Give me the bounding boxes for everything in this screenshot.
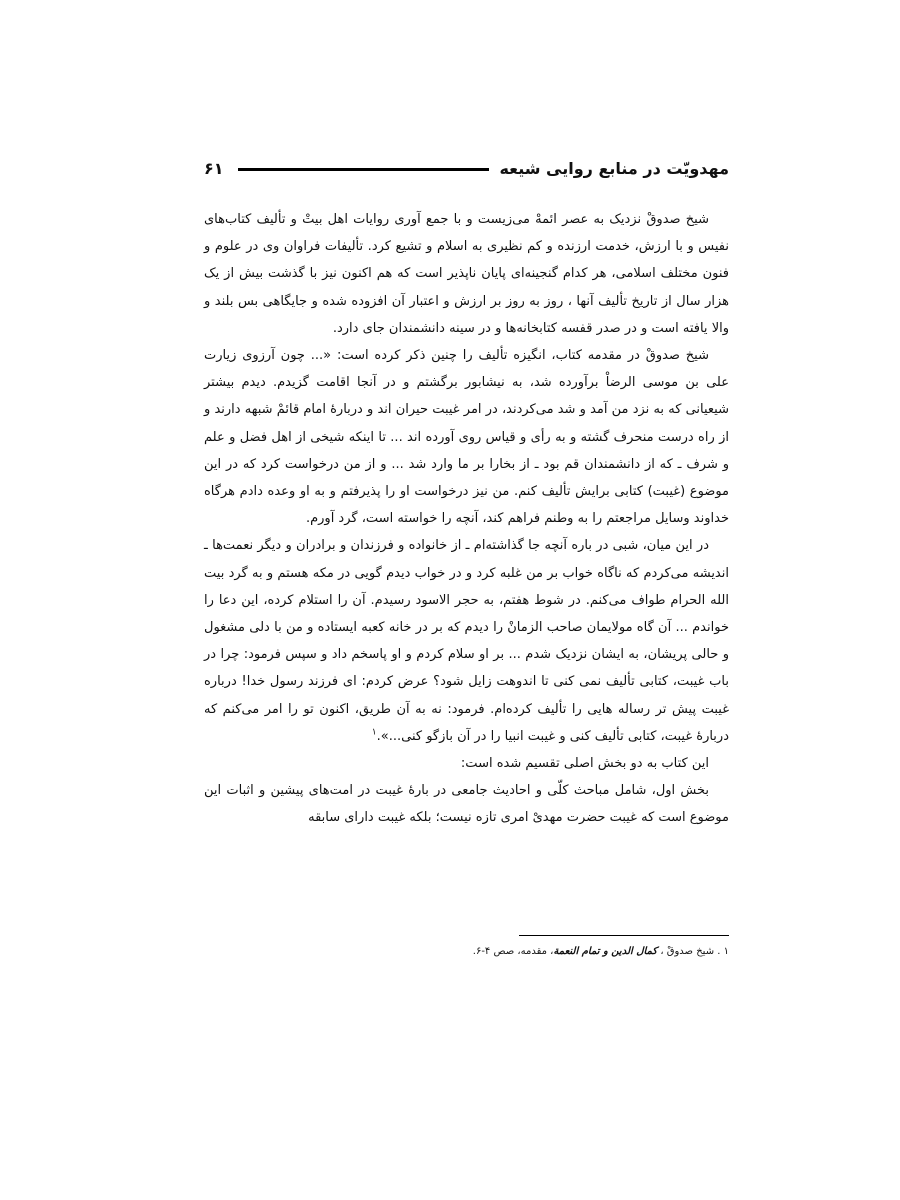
footnote-divider [519,935,729,936]
running-header [204,153,729,183]
header-rule [238,168,490,171]
paragraph-4: این کتاب به دو بخش اصلی تقسیم شده است: [460,756,709,772]
footnote [204,944,729,960]
footnote-marker: ۱ [371,727,377,738]
footnote-author: شیخ صدوقْ ، [660,946,715,957]
paragraph-1: شیخ صدوقْ نزدیک به عصر ائمهْ می‌زیست و با جمع آوری روایات اهل بیتْ و تألیف کتاب‌های نفیس و با ارزش، خدمت ارزنده و کم نظیری به اسلام و تشیع کرد. تألیفات فراوان وی در علوم و فنون مختلف اسلامی، هر کدام گنجینه‌ای پایان ناپذیر است که هم اکنون نیز با گذشت بیش از یک هزار سال از تاریخ تألیف آنها ، روز به روز بر ارزش و اعتبار آن افزوده شده و جایگاهی بس بلند و والا یافته است و در صدر قفسه کتابخانه‌ها و در سینه دانشمندان جای دارد. [204,212,729,336]
paragraph-2: شیخ صدوقْ در مقدمه کتاب، انگیزه تألیف را چنین ذکر کرده است: «... چون آرزوی زیارت علی بن موسی الرضاْ برآورده شد، به نیشابور برگشتم و در آنجا اقامت گزیدم. دیدم بیشتر شیعیانی که به نزد من آمد و شد می‌کردند، در امر غیبت حیران اند و دربارهٔ امام قائمْ شبهه دارند و از راه درست منحرف گشته و به رأی و قیاس روی آورده اند ... تا اینکه شیخی از اهل فضل و علم و شرف ـ که از دانشمندان قم بود ـ از بخارا بر ما وارد شد ... و از من درخواست کرد که در این موضوع (غیبت) کتابی برایش تألیف کنم. من نیز درخواست او را پذیرفتم و به او وعده دادم هرگاه خداوند وسایل مراجعتم را به وطنم فراهم کند، آنچه را خواسته است، گرد آورم. [204,348,729,527]
paragraph-5: بخش اول، شامل مباحث کلّی و احادیث جامعی در بارهٔ غیبت در امت‌های پیشین و اثبات این موضوع است که غیبت حضرت مهدیْ امری تازه نیست؛ بلکه غیبت دارای سابقه [204,783,729,826]
body-text [204,206,729,832]
footnote-book-title: کمال الدین و تمام النعمة [553,946,658,957]
footnote-number: ۱ . [717,946,729,957]
page-number: ۶۱ [204,158,224,178]
header-title: مهدویّت در منابع روایی شیعه [499,158,729,178]
paragraph-3-text: در این میان، شبی در باره آنچه جا گذاشته‌ام ـ از خانواده و فرزندان و برادران و دیگر نعمت‌ها ـ اندیشه می‌کردم که ناگاه خواب بر من غلبه کرد و در خواب دیدم گویی در مکه هستم و به گرد بیت الله الحرام طواف می‌کنم. در شوط هفتم، به حجر الاسود رسیدم. آن را استلام کرده، این دعا را خواندم ... آن گاه مولایمان صاحب الزمانْ را دیدم که بر در خانه کعبه ایستاده و من با دلی مشغول و حالی پریشان، به ایشان نزدیک شدم ... بر او سلام کردم و او پاسخم داد و سپس فرمود: چرا در باب غیبت، کتابی تألیف نمی کنی تا اندوهت زایل شود؟ عرض کردم: ای فرزند رسول خدا! درباره غیبت پیش تر رساله هایی را تألیف کرده‌ام. فرمود: نه به آن طریق، اکنون تو را امر می‌کنم که دربارهٔ غیبت، کتابی تألیف کنی و غیبت انبیا را در آن بازگو کنی...». [204,538,729,744]
footnote-reference: ، مقدمه، صص ۴-۶. [472,946,554,957]
paragraph-3 [204,532,729,750]
